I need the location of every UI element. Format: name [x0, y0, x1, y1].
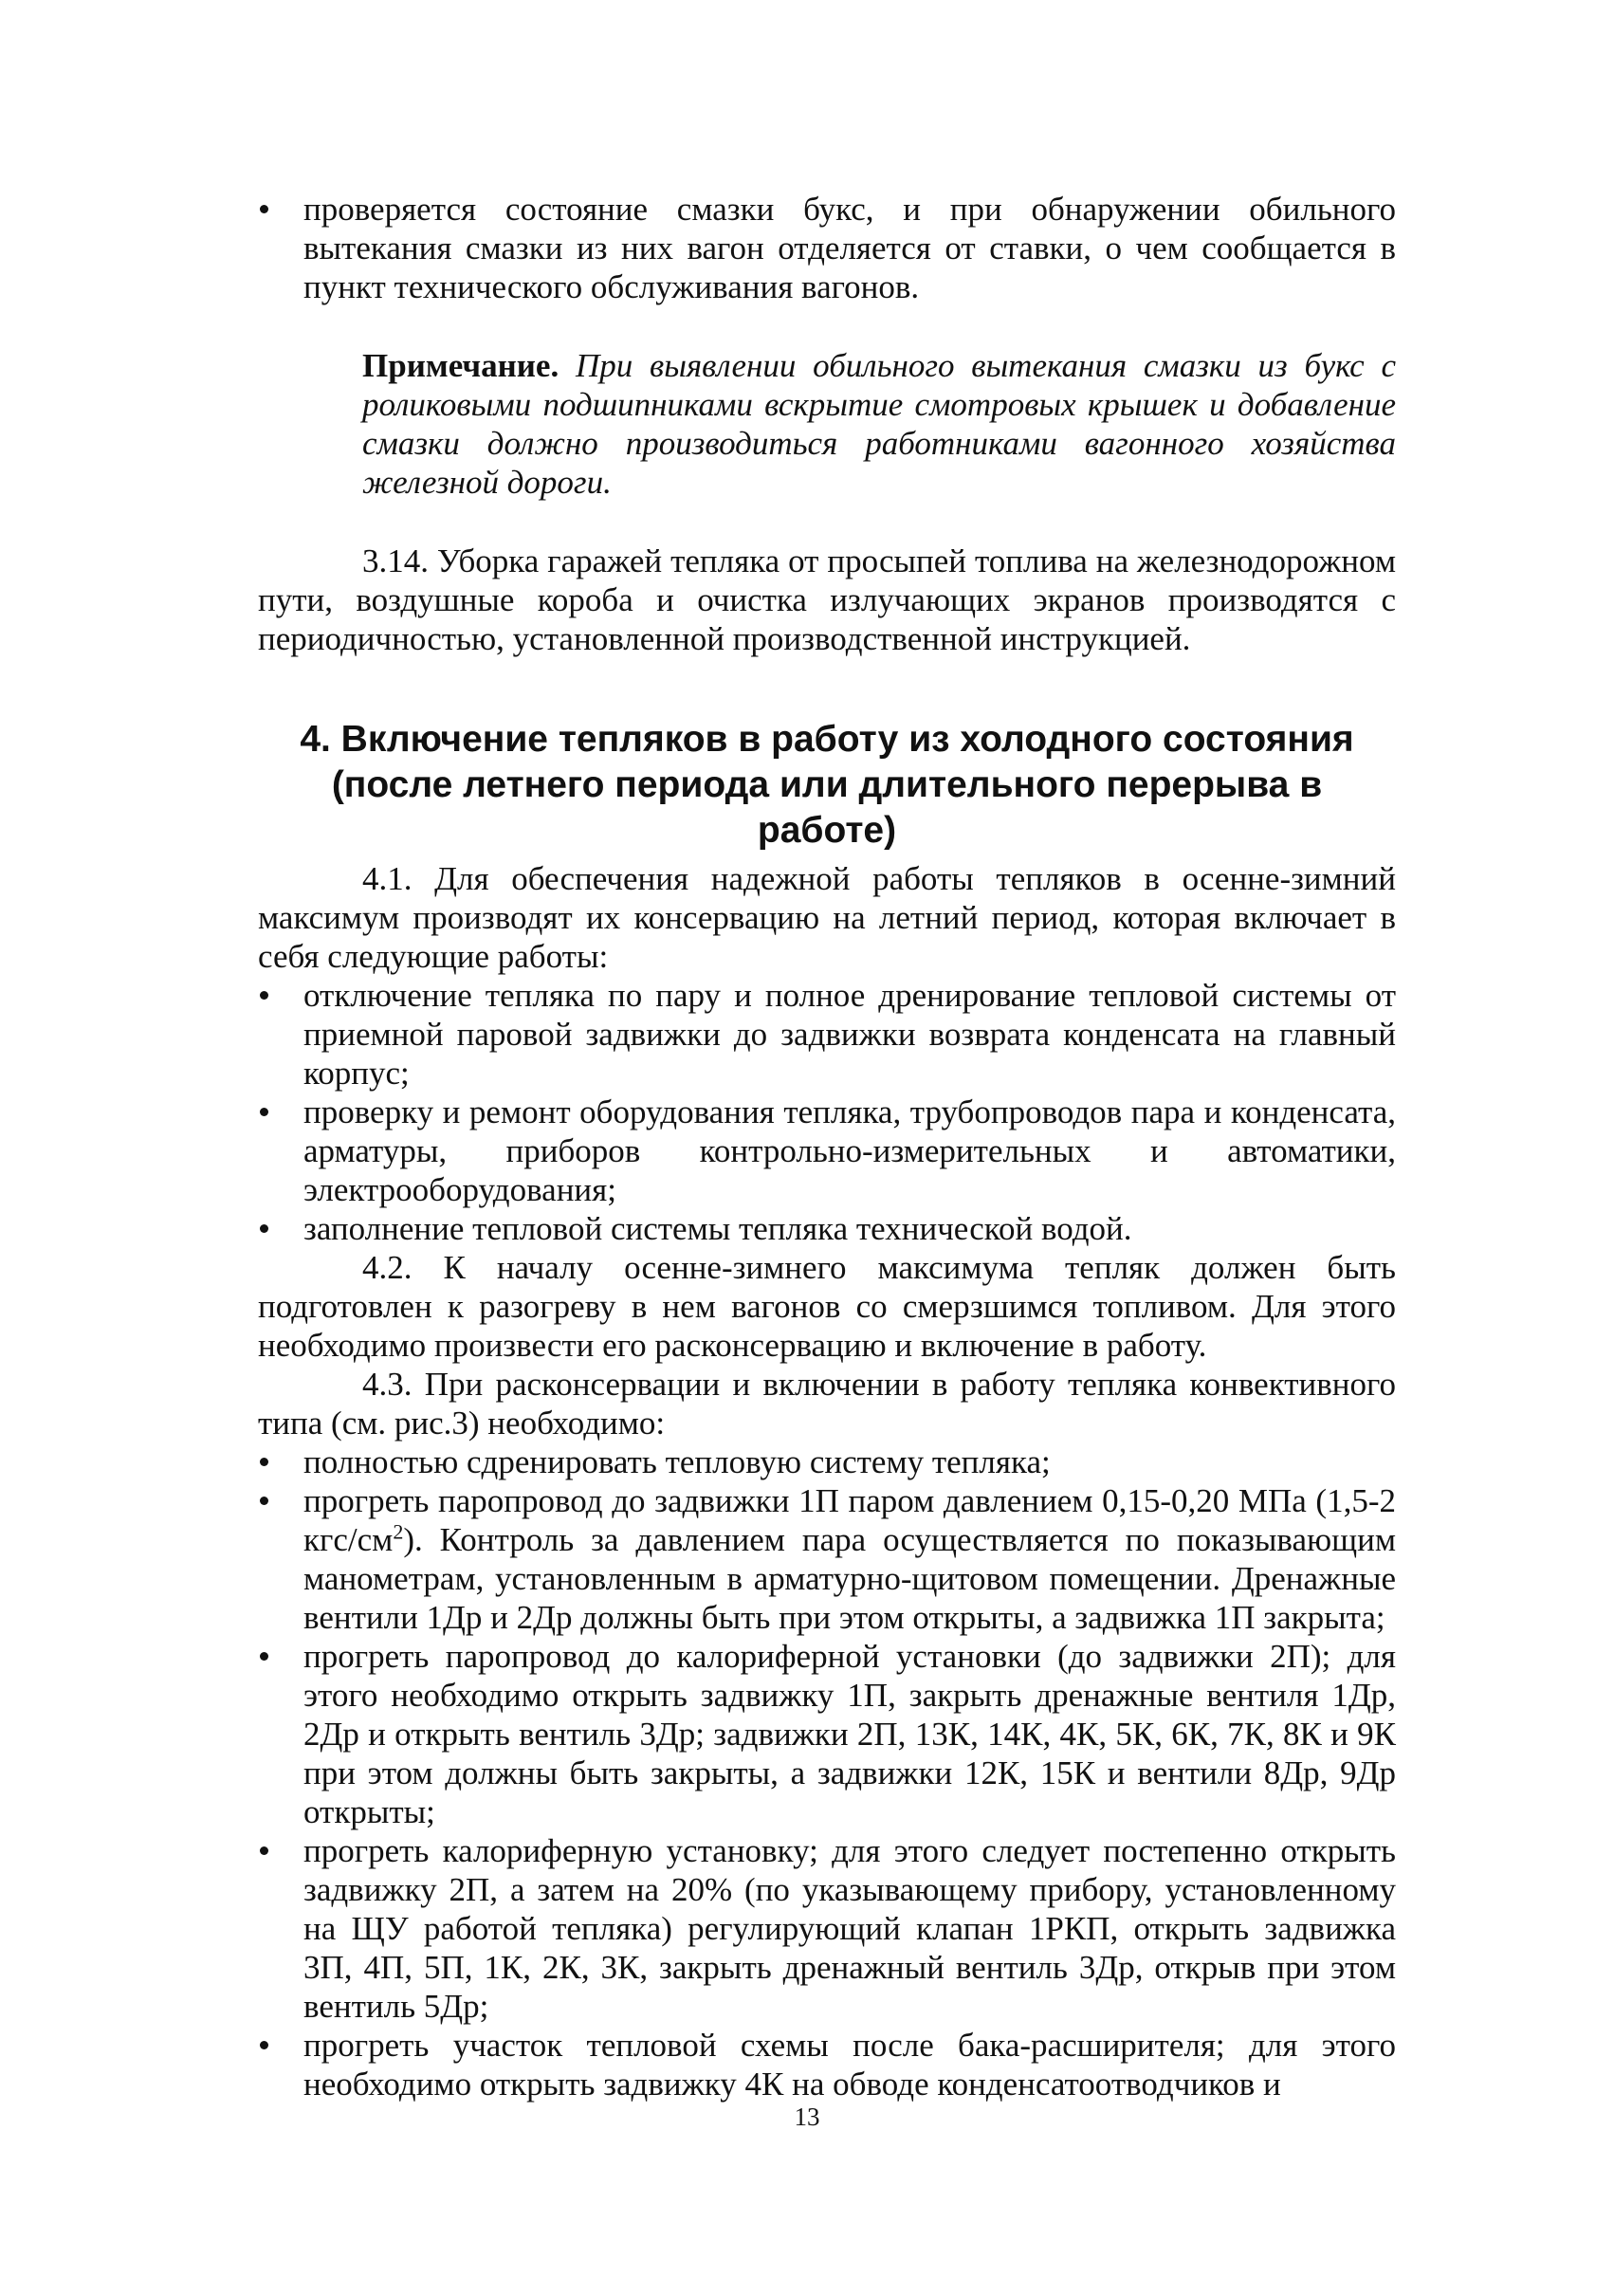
note-label: Примечание.: [362, 347, 559, 384]
bullet-dot-icon: [260, 1458, 268, 1466]
bullet-dot-icon: [260, 1497, 268, 1505]
bullet-dot-icon: [260, 2041, 268, 2049]
section-heading: 4. Включение тепляков в работу из холодного состояния (после летнего периода или длительного перерыва в работе): [300, 719, 1354, 851]
page-content: [258, 190, 1396, 2103]
list-item-text-cont: ). Контроль за давлением пара осуществляется по показывающим манометрам, установленным в арматурно-щитовом помещении. Дренажные вентили 1Др и 2Др должны быть при этом открыты, а задвижка 1П закрыта;: [303, 1521, 1396, 1636]
list-item: [258, 976, 1396, 1093]
bullet-dot-icon: [260, 205, 268, 213]
list-item-text: проверяется состояние смазки букс, и при обнаружении обильного вытекания смазки из них вагон отделяется от ставки, о чем сообщается в пункт технического обслуживания вагонов.: [303, 191, 1396, 305]
list-item-text: прогреть калориферную установку; для этого следует постепенно открыть задвижку 2П, а затем на 20% (по указывающему прибору, установленному на ЩУ работой тепляка) регулирующий клапан 1РКП, открыть задвижка 3П, 4П, 5П, 1К, 2К, 3К, закрыть дренажный вентиль 3Др, открыв при этом вентиль 5Др;: [303, 1832, 1396, 2025]
list-item-text: заполнение тепловой системы тепляка технической водой.: [303, 1210, 1132, 1247]
list-item: [258, 190, 1396, 306]
bullet-dot-icon: [260, 1224, 268, 1233]
list-item-text: прогреть паропровод до калориферной установки (до задвижки 2П); для этого необходимо открыть задвижку 1П, закрыть дренажные вентиля 1Др, 2Др и открыть вентиль 3Др; задвижки 2П, 13К, 14К, 4К, 5К, 6К, 7К, 8К и 9К при этом должны быть закрыты, а задвижки 12К, 15К и вентили 8Др, 9Др открыты;: [303, 1638, 1396, 1830]
bullet-dot-icon: [260, 1652, 268, 1661]
paragraph-4-1: 4.1. Для обеспечения надежной работы тепляков в осенне-зимний максимум производят их консервацию на летний период, которая включает в себя следующие работы:: [258, 860, 1396, 975]
list-item: [258, 1442, 1396, 1481]
list-item: [258, 2026, 1396, 2103]
bullet-dot-icon: [260, 991, 268, 1000]
paragraph-3-14: 3.14. Уборка гаражей тепляка от просыпей топлива на железнодорожном пути, воздушные короба и очистка излучающих экранов производятся с периодичностью, установленной производственной инструкцией.: [258, 542, 1396, 657]
note-text: При выявлении обильного вытекания смазки из букс с роликовыми подшипниками вскрытие смотровых крышек и добавление смазки должно производиться работниками вагонного хозяйства железной дороги.: [362, 347, 1396, 501]
list-item: [258, 1093, 1396, 1209]
list-item: [258, 1637, 1396, 1831]
bullet-dot-icon: [260, 1846, 268, 1855]
list-item-text: отключение тепляка по пару и полное дренирование тепловой системы от приемной паровой задвижки до задвижки возврата конденсата на главный корпус;: [303, 977, 1396, 1092]
bullet-dot-icon: [260, 1108, 268, 1116]
list-item: [258, 1481, 1396, 1637]
list-item-text: полностью сдренировать тепловую систему тепляка;: [303, 1443, 1051, 1480]
list-item: [258, 1209, 1396, 1248]
list-item-text: прогреть паропровод до задвижки 1П паром давлением 0,15-0,20 МПа (1,5-2 кгс/см: [303, 1482, 1396, 1558]
list-item-text: прогреть участок тепловой схемы после бака-расширителя; для этого необходимо открыть задвижку 4К на обводе конденсатоотводчиков и: [303, 2027, 1396, 2103]
page-number: 13: [794, 2103, 820, 2131]
list-item: [258, 1831, 1396, 2026]
paragraph-4-3: 4.3. При расконсервации и включении в работу тепляка конвективного типа (см. рис.3) необходимо:: [258, 1366, 1396, 1442]
note-block: [362, 346, 1396, 502]
paragraph-4-2: 4.2. К началу осенне-зимнего максимума тепляк должен быть подготовлен к разогреву в нем вагонов со смерзшимся топливом. Для этого необходимо произвести его расконсервацию и включение в работу.: [258, 1249, 1396, 1364]
superscript: 2: [393, 1519, 404, 1544]
list-item-text: проверку и ремонт оборудования тепляка, трубопроводов пара и конденсата, арматуры, приборов контрольно-измерительных и автоматики, электрооборудования;: [303, 1093, 1396, 1208]
